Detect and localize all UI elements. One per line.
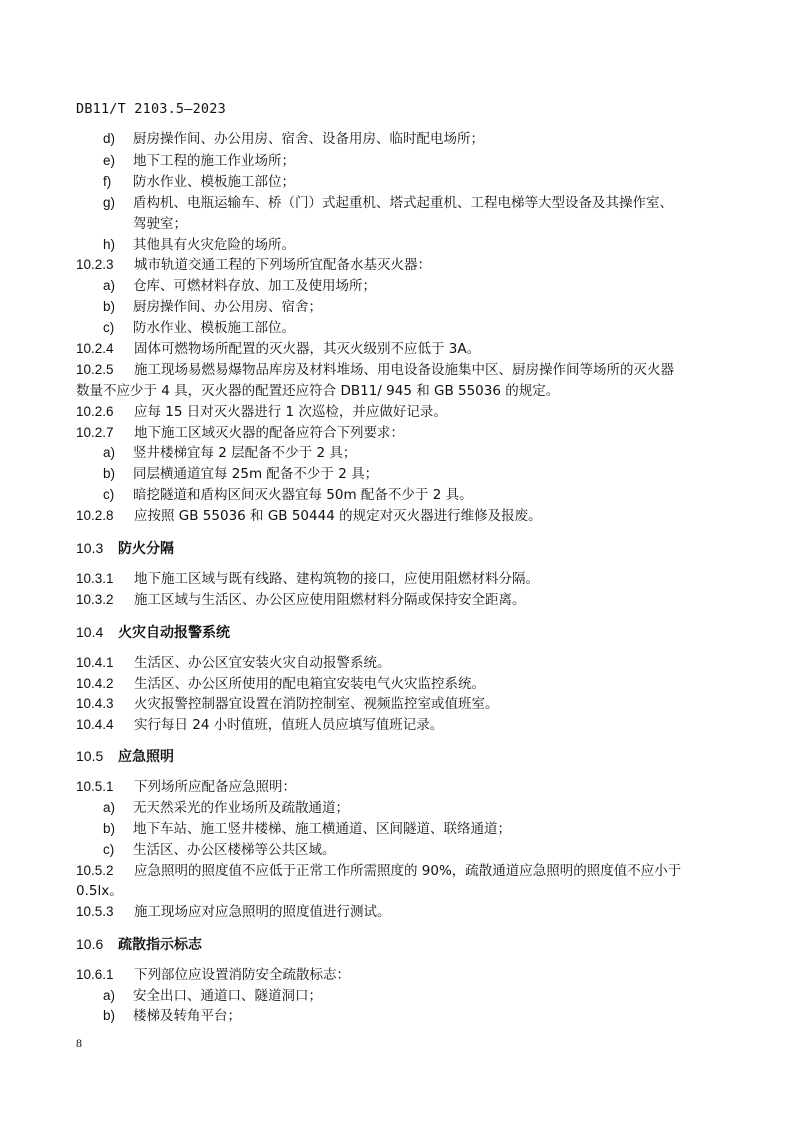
clause-text: 施工现场应对应急照明的照度值进行测试。 (134, 904, 391, 920)
page-number: 8 (76, 1036, 82, 1050)
section-heading (76, 622, 230, 643)
list-item (103, 297, 322, 317)
item-label: c) (103, 320, 115, 335)
item-text: 厨房操作间、办公用房、宿舍、设备用房、临时配电场所； (133, 131, 484, 147)
clause-text: 应急照明的照度值不应低于正常工作所需照度的 90%，疏散通道应急照明的照度值不应小于 (134, 863, 682, 879)
clause-number: 10.4.3 (76, 696, 114, 711)
item-label: e) (103, 153, 116, 168)
clause (76, 360, 674, 380)
clause-text: 地下施工区域与既有线路、建构筑物的接口，应使用阻燃材料分隔。 (134, 571, 539, 587)
clause-text: 火灾报警控制器宜设置在消防控制室、视频监控室或值班室。 (134, 696, 499, 712)
item-label: b) (103, 821, 116, 836)
item-label: a) (103, 800, 116, 815)
list-item (103, 798, 349, 818)
clause-continuation: 0.5lx。 (76, 883, 123, 899)
list-item (103, 1006, 241, 1026)
clause (76, 339, 480, 359)
clause-text: 生活区、办公区所使用的配电箱宜安装电气火灾监控系统。 (134, 676, 485, 692)
item-label: a) (103, 278, 116, 293)
item-text: 无天然采光的作业场所及疏散通道； (133, 800, 349, 816)
item-label: a) (103, 445, 116, 460)
list-item (103, 193, 673, 213)
item-text: 地下工程的施工作业场所； (133, 153, 295, 169)
item-text: 防水作业、模板施工部位。 (133, 320, 295, 336)
clause-text: 施工区域与生活区、办公区应使用阻燃材料分隔或保持安全距离。 (134, 592, 526, 608)
clause (76, 674, 485, 694)
item-text: 其他具有火灾危险的场所。 (133, 237, 295, 253)
item-label: b) (103, 299, 116, 314)
clause (76, 777, 296, 797)
clause (76, 902, 391, 922)
item-label: g) (103, 195, 116, 210)
clause (76, 590, 526, 610)
section-number: 10.3 (76, 540, 104, 556)
clause-text: 应每 15 日对灭火器进行 1 次巡检，并应做好记录。 (134, 404, 447, 420)
clause-number: 10.2.5 (76, 362, 114, 377)
item-text: 地下车站、施工竖井楼梯、施工横通道、区间隧道、联络通道； (133, 821, 511, 837)
item-text: 竖井楼梯宜每 2 层配备不少于 2 具； (133, 445, 357, 461)
item-label: c) (103, 487, 115, 502)
document-header: DB11/T 2103.5—2023 (76, 101, 226, 117)
clause-number: 10.5.3 (76, 904, 114, 919)
clause-text: 施工现场易燃易爆物品库房及材料堆场、用电设备设施集中区、厨房操作间等场所的灭火器 (134, 362, 674, 378)
item-label: a) (103, 988, 116, 1003)
item-label: f) (103, 174, 112, 189)
clause-number: 10.2.6 (76, 404, 114, 419)
clause-text: 应按照 GB 55036 和 GB 50444 的规定对灭火器进行维修及报废。 (134, 508, 542, 524)
clause (76, 423, 404, 443)
clause-number: 10.5.2 (76, 863, 114, 878)
clause-text: 下列部位应设置消防安全疏散标志： (134, 967, 350, 983)
clause-text: 生活区、办公区宜安装火灾自动报警系统。 (134, 655, 391, 671)
item-label: c) (103, 842, 115, 857)
item-text: 楼梯及转角平台； (133, 1008, 241, 1024)
clause-number: 10.4.4 (76, 717, 114, 732)
item-text: 盾构机、电瓶运输车、桥（门）式起重机、塔式起重机、工程电梯等大型设备及其操作室、 (133, 195, 673, 211)
list-item (103, 464, 378, 484)
clause-number: 10.2.4 (76, 341, 114, 356)
clause-number: 10.5.1 (76, 779, 114, 794)
section-heading (76, 934, 202, 955)
list-item (103, 840, 336, 860)
clause-text: 固体可燃物场所配置的灭火器，其灭火级别不应低于 3A。 (134, 341, 481, 357)
section-title: 疏散指示标志 (118, 937, 202, 953)
item-text: 安全出口、通道口、隧道洞口； (133, 988, 322, 1004)
clause-number: 10.2.8 (76, 508, 114, 523)
item-text: 厨房操作间、办公用房、宿舍； (133, 299, 322, 315)
list-item (103, 819, 511, 839)
clause (76, 255, 431, 275)
item-label: b) (103, 466, 116, 481)
section-title: 火灾自动报警系统 (118, 625, 230, 641)
section-heading (76, 538, 174, 559)
item-text: 仓库、可燃材料存放、加工及使用场所； (133, 278, 376, 294)
section-number: 10.4 (76, 624, 104, 640)
section-title: 防火分隔 (118, 541, 174, 557)
clause (76, 653, 391, 673)
list-item (103, 172, 295, 192)
item-continuation: 驾驶室； (133, 216, 187, 232)
clause (76, 715, 443, 735)
list-item (103, 151, 295, 171)
list-item (103, 485, 473, 505)
item-label: h) (103, 237, 116, 252)
list-item (103, 443, 356, 463)
clause-text: 下列场所应配备应急照明： (134, 779, 296, 795)
item-label: b) (103, 1008, 116, 1023)
item-text: 生活区、办公区楼梯等公共区域。 (133, 842, 336, 858)
clause-text: 实行每日 24 小时值班，值班人员应填写值班记录。 (134, 717, 444, 733)
clause-number: 10.3.1 (76, 571, 114, 586)
clause-number: 10.4.1 (76, 655, 114, 670)
list-item (103, 318, 295, 338)
item-text: 防水作业、模板施工部位； (133, 174, 295, 190)
clause-number: 10.6.1 (76, 967, 114, 982)
clause (76, 569, 539, 589)
clause-number: 10.4.2 (76, 676, 114, 691)
clause-text: 城市轨道交通工程的下列场所宜配备水基灭火器： (134, 257, 431, 273)
list-item (103, 276, 376, 296)
clause-continuation: 数量不应少于 4 具，灭火器的配置还应符合 DB11/ 945 和 GB 55036 的规定。 (76, 383, 560, 399)
clause-number: 10.2.3 (76, 257, 114, 272)
clause (76, 506, 542, 526)
section-title: 应急照明 (118, 749, 174, 765)
list-item (103, 129, 484, 149)
section-number: 10.6 (76, 936, 104, 952)
clause-number: 10.3.2 (76, 592, 114, 607)
section-heading (76, 746, 174, 767)
clause (76, 965, 350, 985)
list-item (103, 235, 295, 255)
list-item (103, 986, 322, 1006)
clause-text: 地下施工区域灭火器的配备应符合下列要求： (134, 425, 404, 441)
item-text: 同层横通道宜每 25m 配备不少于 2 具； (133, 466, 379, 482)
clause-number: 10.2.7 (76, 425, 114, 440)
clause (76, 402, 447, 422)
section-number: 10.5 (76, 748, 104, 764)
clause (76, 861, 681, 881)
item-label: d) (103, 131, 116, 146)
item-text: 暗挖隧道和盾构区间灭火器宜每 50m 配备不少于 2 具。 (133, 487, 473, 503)
clause (76, 694, 499, 714)
